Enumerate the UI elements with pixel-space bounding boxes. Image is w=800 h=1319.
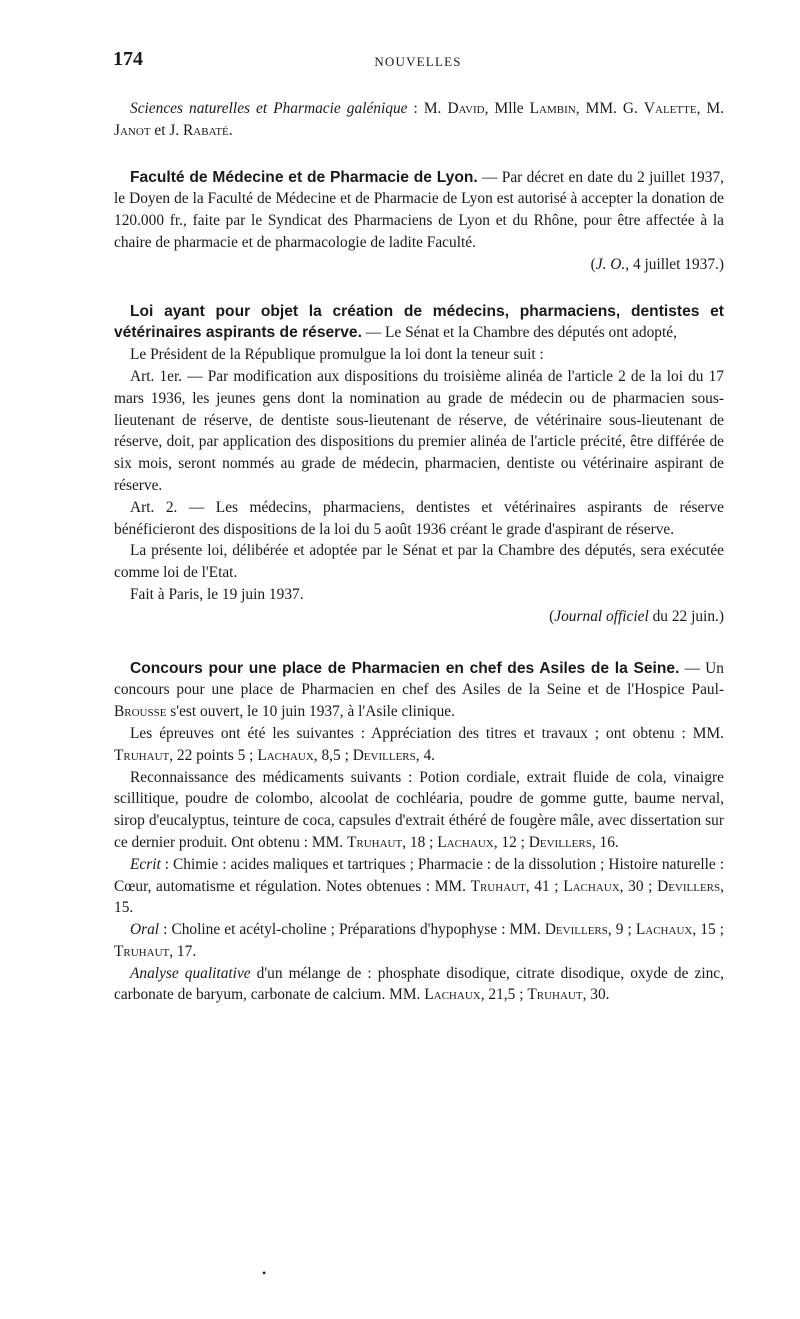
article-text: — Par modification aux dispositions du troisième alinéa de l'article 2 de la loi du 17 mars 1936, les jeunes gens dont la nomination au grade de médecin ou de pharmacien sous-lieutenant de réserve, de dentiste sous-lieutenant de réserve, de vétérinaire sous-lieutenant de réserve, doit, par application des dispositions du premier alinéa de l'article précité, être différée de six mois, seront nommés au grade de médecin, pharmacien, dentiste ou vétérinaire aspirant de réserve. [114,367,724,494]
name-valette: Valette [643,100,697,117]
source-citation [114,606,724,628]
text-run: du 22 juin.) [648,607,724,625]
running-head: NOUVELLES [374,54,462,69]
discipline-label: Sciences naturelles et Pharmacie galénique [130,100,408,117]
score: , 18 ; [402,833,438,851]
text-run: Les épreuves ont été les suivantes : Appréciation des titres et travaux ; ont obtenu : MM. [130,724,724,742]
text-run: , 4 juillet 1937.) [625,255,724,273]
text-run: ( [549,607,555,625]
score: , 15. [114,877,724,917]
text-run: d'un mélange de : phosphate disodique, citrate disodique, oxyde de zinc, carbonate de baryum, carbonate de calcium. MM. [114,964,724,1004]
section-text: — Le Sénat et la Chambre des députés ont adopté, [361,324,677,342]
law-article-1 [114,366,724,497]
text-run: Reconnaissance des médicaments suivants : Potion cordiale, extrait fluide de cola, vinaigre scillitique, poudre de colombo, alcoolat de cochléaria, poudre de gomme gutte, baume nerval, sirop d'eucalyptus, teinture de coca, capsules d'extrait éthéré de fougère mâle, avec dissertation sur ce dernier produit. Ont obtenu : MM. [114,768,724,851]
law-execution: La présente loi, délibérée et adoptée par le Sénat et par la Chambre des députés, sera exécutée comme loi de l'Etat. [114,542,724,582]
name-lambin: Lambin [529,100,576,117]
section-text: s'est ouvert, le 10 juin 1937, à l'Asile clinique. [166,703,455,721]
name-devillers: Devillers [657,877,721,895]
section-concours [114,658,724,1007]
law-signature: Fait à Paris, le 19 juin 1937. [130,585,304,603]
name-david: David [447,100,485,117]
decree-paragraph [114,167,724,254]
concours-oral [114,919,724,963]
law-intro [114,301,724,345]
name-rabate: Rabaté [183,121,229,139]
text-run: , MM. G. [575,100,644,117]
name-brousse: Brousse [114,703,167,721]
name-devillers: Devillers [352,746,416,764]
section-title: Concours pour une place de Pharmacien en chef des Asiles de la Seine. [130,659,680,677]
concours-intro [114,658,724,723]
text-run: : M. [407,100,448,117]
text-run: ( [590,255,596,273]
name-devillers: Devillers [544,921,608,939]
score: , 8,5 ; [313,746,353,764]
name-lachaux: Lachaux [424,986,481,1004]
name-devillers: Devillers [528,833,592,851]
name-truhaut: Truhaut [527,986,583,1004]
text-run: : Choline et acétyl-choline ; Préparations d'hypophyse : MM. [159,921,545,939]
name-lachaux: Lachaux [437,833,494,851]
score: , 41 ; [525,877,564,895]
section-loi-reserve [114,301,724,628]
page-number: 174 [113,48,143,70]
score: , 4. [415,746,435,764]
name-janot: Janot [114,121,151,139]
text-run: , Mlle [484,100,530,117]
source-citation [114,254,724,276]
name-truhaut: Truhaut [470,877,526,895]
score: , 30 ; [619,877,658,895]
section-text: — Un concours pour une place de Pharmacien en chef des Asiles de la Seine et de l'Hospice Paul- [114,659,724,699]
article-number: Art. 1er. [130,367,183,385]
article-body [114,98,724,1006]
score: , 30. [582,986,610,1004]
spacer [114,628,724,658]
score: , 21,5 ; [480,986,528,1004]
concours-ecrit [114,854,724,919]
score: , 9 ; [607,921,636,939]
name-truhaut: Truhaut [346,833,403,851]
score: , 15 ; [692,921,724,939]
section-sciences-naturelles [114,98,724,142]
text-run: , M. [696,100,724,117]
law-promulgation: Le Président de la République promulgue la loi dont la teneur suit : [130,346,544,364]
score: , 22 points 5 ; [169,746,258,764]
section-text: — Par décret en date du 2 juillet 1937, le Doyen de la Faculté de Médecine et de Pharmacie de Lyon est autorisé à accepter la donation de 120.000 fr., faite par le Syndicat des Pharmaciens de Lyon et du Rhône, pour être affectée à la chaire de pharmacie et de pharmacologie de ladite Faculté. [114,168,724,251]
name-lachaux: Lachaux [257,746,314,764]
name-truhaut: Truhaut [114,746,170,764]
name-lachaux: Lachaux [635,921,693,939]
section-faculte-lyon [114,167,724,276]
jury-paragraph [114,98,724,142]
name-truhaut: Truhaut [114,942,170,960]
text-run: . [228,121,233,139]
concours-titres [114,723,724,767]
concours-reconnaissance [114,767,724,854]
score: , 16. [591,833,619,851]
law-article-2: Art. 2. — Les médecins, pharmaciens, dentistes et vétérinaires aspirants de réserve bénéficieront des dispositions de la loi du 5 août 1936 créant le grade d'aspirant de réserve. [114,498,724,538]
printer-mark: • [262,1266,267,1280]
text-run: et J. [150,121,184,139]
exam-label: Analyse qualitative [130,964,251,982]
text-run: : Chimie : acides maliques et tartriques ; Pharmacie : de la dissolution ; Histoire naturelle : Cœur, automatisme et régulation. Notes obtenues : MM. [114,855,724,895]
page-header [113,48,723,76]
exam-label: Ecrit [130,855,161,873]
concours-analyse [114,963,724,1007]
source-journal: Journal officiel [554,607,649,625]
score: , 12 ; [493,833,529,851]
source-journal: J. O. [595,255,626,273]
section-title: Loi ayant pour objet la création de médecins, pharmaciens, dentistes et vétérinaires aspirants de réserve. [114,302,724,342]
exam-label: Oral [130,921,160,939]
name-lachaux: Lachaux [563,877,620,895]
section-title: Faculté de Médecine et de Pharmacie de Lyon. [130,168,478,186]
score: , 17. [169,942,197,960]
